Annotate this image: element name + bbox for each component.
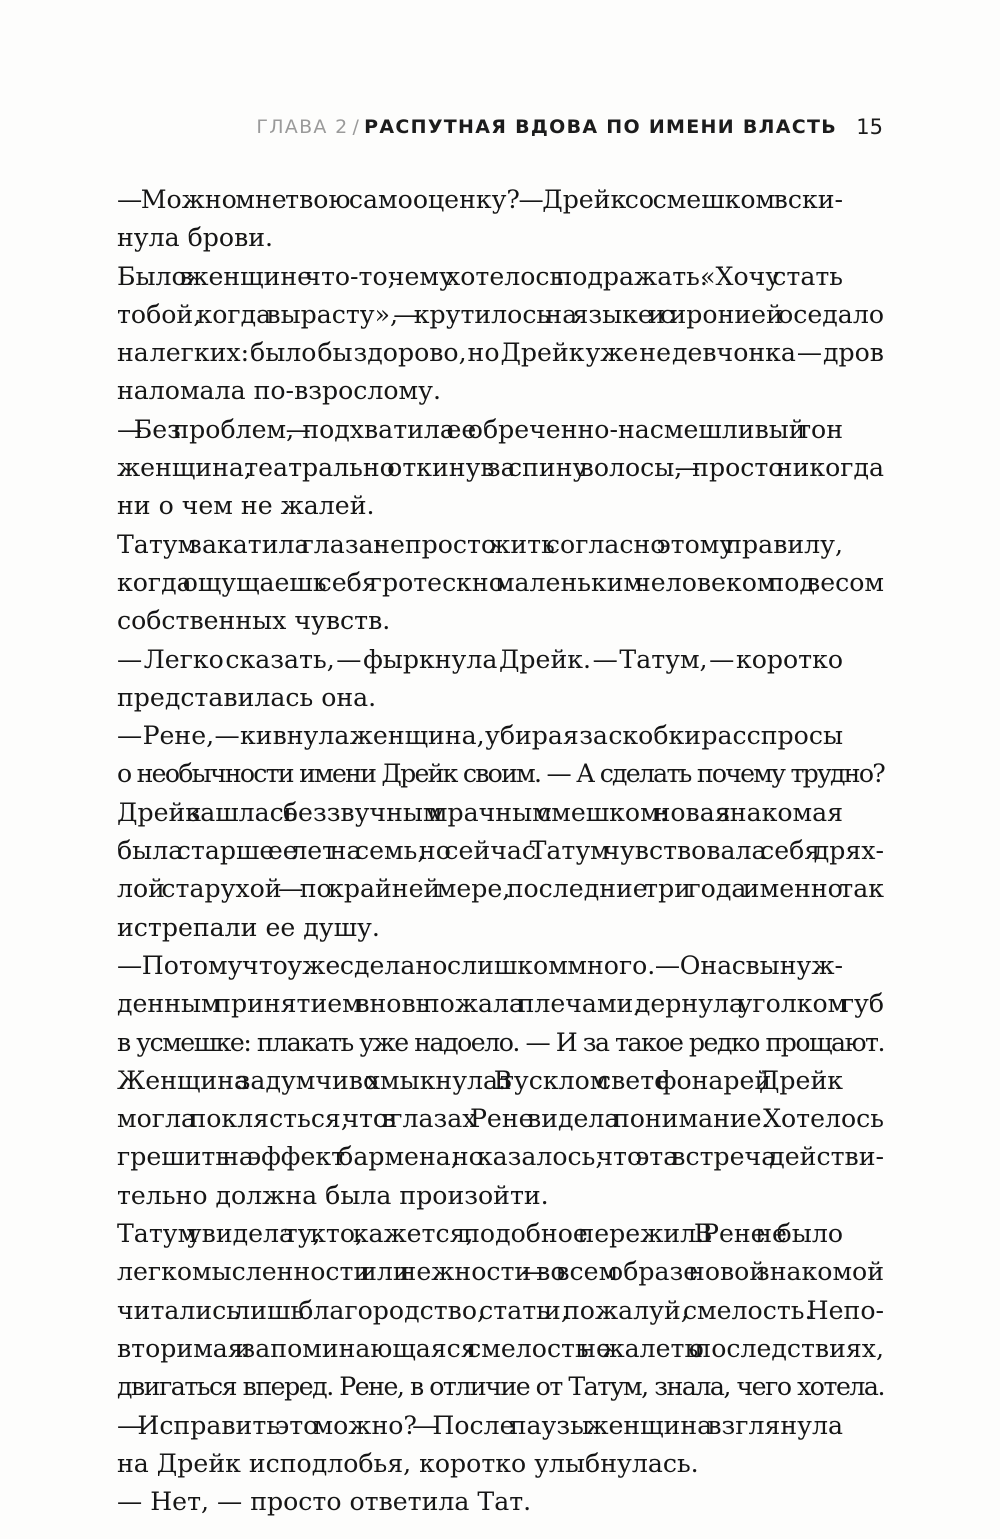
text-line: представилась она. [117, 682, 377, 712]
paragraph [76, 1407, 884, 1484]
running-head [0, 112, 1000, 142]
paragraph [76, 526, 884, 641]
text-line: на легких: было бы здорово, но Дрейк уже не девчонка — дров [117, 338, 884, 368]
text-line: была старше ее лет на семь, но сейчас Татум чувствовала себя дрях- [117, 836, 884, 866]
text-line: тельно должна была произойти. [117, 1180, 549, 1210]
text-line: Женщина задумчиво хмыкнула. В тусклом свете фонарей Дрейк [117, 1065, 843, 1095]
text-line: — Рене, — кивнула женщина, убирая за скобки расспросы [117, 721, 843, 751]
paragraph [76, 794, 884, 947]
paragraph [76, 411, 884, 526]
text-line: Татум увидела ту, кто, кажется, подобное пережил. В Рене не было [117, 1219, 843, 1249]
chapter-title: РАСПУТНАЯ ВДОВА ПО ИМЕНИ ВЛАСТЬ [364, 116, 837, 138]
paragraph [76, 947, 884, 1062]
text-line: о необычности имени Дрейк своим. — А сделать почему трудно? [117, 759, 884, 789]
paragraph [76, 1062, 884, 1215]
text-line: собственных чувств. [117, 606, 391, 636]
text-line: тобой, когда вырасту», — крутилось на языке и с иронией оседало [117, 299, 884, 329]
text-line: нула брови. [117, 223, 274, 253]
text-line: двигаться вперед. Рене, в отличие от Татум, знала, чего хотела. [117, 1372, 884, 1402]
text-line: легкомысленности или нежности — во всем образе новой знакомой [117, 1257, 884, 1287]
text-line: ни о чем не жалей. [117, 491, 375, 521]
text-line: денным принятием вновь пожала плечами, дернула уголком губ [117, 989, 884, 1019]
chapter-label: ГЛАВА 2 [256, 116, 349, 138]
text-line: лой старухой — по крайней мере, последние три года именно так [117, 874, 884, 904]
paragraph [76, 717, 884, 794]
page-number: 15 [856, 115, 883, 139]
paragraph [76, 1483, 884, 1521]
text-line: истрепали ее душу. [117, 912, 380, 942]
paragraph [76, 181, 884, 258]
running-head-separator: / [352, 116, 361, 138]
running-head-label [256, 112, 837, 142]
paragraph [76, 258, 884, 411]
text-line: на Дрейк исподлобья, коротко улыбнулась. [117, 1448, 699, 1478]
body-text [76, 181, 884, 1521]
text-line: читались лишь благородство, стать и, пожалуй, смелость. Непо- [117, 1295, 884, 1325]
text-line: могла поклясться, что в глазах Рене видела понимание. Хотелось [117, 1104, 884, 1134]
text-line: Татум закатила глаза: непросто жить согласно этому правилу, [117, 529, 843, 559]
text-line: — Легко сказать, — фыркнула Дрейк. — Татум, — коротко [117, 644, 843, 674]
text-line: вторимая и запоминающаяся смелость не жалеть о последствиях, [117, 1333, 884, 1363]
text-line: — Можно мне твою самооценку? — Дрейк со смешком вски- [117, 185, 843, 214]
paragraph [76, 641, 884, 718]
text-line: наломала по-взрослому. [117, 376, 441, 406]
text-line: — Исправить это можно? — После паузы женщина взглянула [117, 1410, 843, 1440]
paragraph [76, 1215, 884, 1406]
text-line: Было в женщине что-то, чему хотелось подражать. «Хочу стать [117, 261, 843, 291]
text-line: грешить на эффект бармена, но казалось, что эта встреча действи- [117, 1142, 884, 1172]
text-line: женщина, театрально откинув за спину волосы, — просто никогда [117, 453, 884, 483]
text-line: — Без проблем, — подхватила ее обреченно-насмешливый тон [117, 414, 843, 444]
text-line: — Нет, — просто ответила Тат. [117, 1487, 532, 1517]
text-line: Дрейк зашлась беззвучным мрачным смешком: новая знакомая [117, 797, 843, 827]
text-line: в усмешке: плакать уже надоело. — И за такое редко прощают. [117, 1027, 884, 1057]
text-line: когда ощущаешь себя гротескно маленьким человеком под весом [117, 567, 884, 597]
text-line: — Потому что уже сделано слишком много. — Она с вынуж- [117, 950, 843, 980]
